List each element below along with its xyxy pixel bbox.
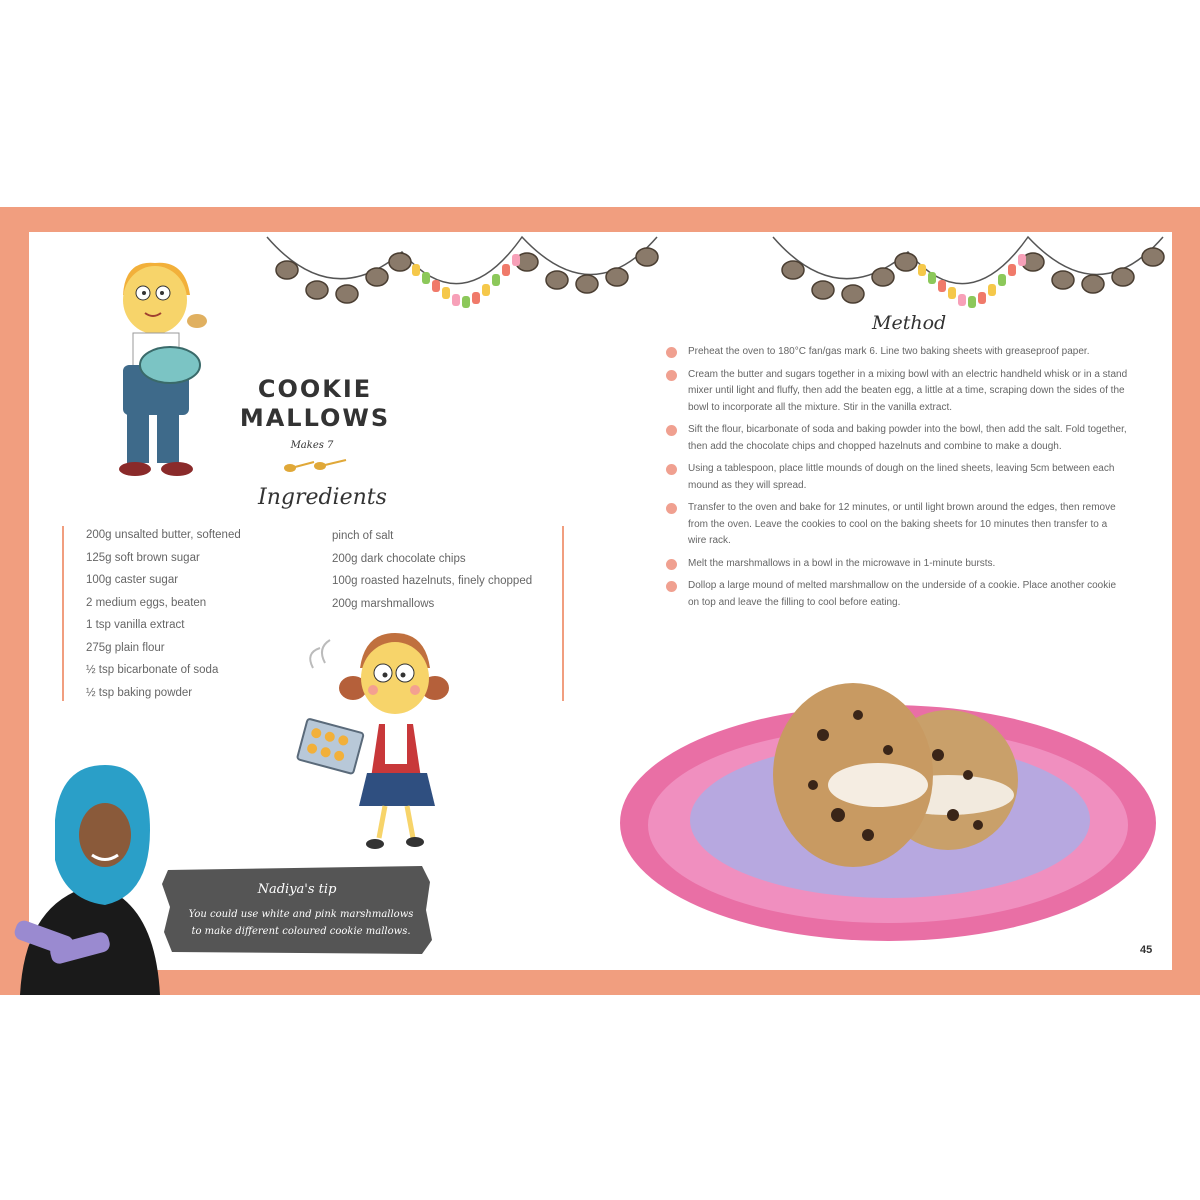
recipe-title-line-1: COOKIE bbox=[257, 375, 373, 403]
method-step bbox=[666, 500, 1128, 550]
bullet-icon bbox=[666, 370, 677, 381]
bullet-icon bbox=[666, 503, 677, 514]
tip-text: You could use white and pink marshmallows to make different coloured cookie mallows. bbox=[188, 909, 414, 937]
ingredient-item: ½ tsp bicarbonate of soda bbox=[86, 664, 219, 676]
tip-box bbox=[160, 862, 434, 957]
ingredient-item: pinch of salt bbox=[332, 530, 394, 542]
method-step bbox=[666, 344, 1128, 361]
garland-left bbox=[262, 232, 662, 327]
ingredient-item: 100g caster sugar bbox=[86, 574, 179, 586]
ingredient-item: 200g dark chocolate chips bbox=[332, 552, 466, 565]
ingredient-item: 125g soft brown sugar bbox=[86, 551, 200, 564]
ingredients-column-1 bbox=[86, 527, 241, 707]
ingredient-item: 1 tsp vanilla extract bbox=[86, 619, 185, 631]
plate-with-cookies-photo bbox=[618, 675, 1158, 945]
method-step bbox=[666, 578, 1128, 611]
girl-with-tray-illustration bbox=[295, 628, 445, 858]
method-step-text: Transfer to the oven and bake for 12 minutes, or until light brown around the edges, then remove from the oven. Leave the cookies to cool on the baking sheets for 10 minutes then transfer to a wire rack. bbox=[688, 502, 1116, 546]
method-step-text: Dollop a large mound of melted marshmallow on the underside of a cookie. Place another cookie on top and leave the filling to cool before eating. bbox=[688, 580, 1117, 608]
method-steps bbox=[666, 344, 1128, 617]
nadiya-portrait-photo bbox=[10, 760, 162, 995]
recipe-yield: Makes 7 bbox=[290, 440, 334, 451]
method-step-text: Sift the flour, bicarbonate of soda and baking powder into the bowl, then add the salt. Fold together, then add the chocolate chips and chopped hazelnuts and combine to make a dough. bbox=[688, 424, 1127, 452]
bullet-icon bbox=[666, 425, 677, 436]
method-step bbox=[666, 367, 1128, 417]
method-heading: Method bbox=[872, 312, 947, 334]
bullet-icon bbox=[666, 347, 677, 358]
method-step-text: Melt the marshmallows in a bowl in the microwave in 1-minute bursts. bbox=[688, 557, 996, 569]
garland-right bbox=[768, 232, 1168, 327]
ingredients-column-2 bbox=[332, 528, 532, 618]
ingredient-item: 200g unsalted butter, softened bbox=[86, 529, 241, 541]
method-step-text: Cream the butter and sugars together in a mixing bowl with an electric handheld whisk or in a stand mixer until light and fluffy, then add the beaten egg, a little at a time, scraping down the sides of the bowl to incorporate all the mixture. Stir in the vanilla extract. bbox=[688, 368, 1128, 413]
ingredient-item: ½ tsp baking powder bbox=[86, 686, 193, 699]
method-step bbox=[666, 556, 1128, 573]
ingredient-item: 2 medium eggs, beaten bbox=[86, 596, 207, 609]
tip-title: Nadiya's tip bbox=[257, 882, 337, 897]
bullet-icon bbox=[666, 581, 677, 592]
page-number: 45 bbox=[1140, 944, 1153, 956]
ingredients-heading: Ingredients bbox=[258, 485, 387, 510]
boy-with-bowl-illustration bbox=[105, 255, 220, 485]
bullet-icon bbox=[666, 559, 677, 570]
recipe-title bbox=[230, 375, 400, 433]
spoons-icon bbox=[282, 456, 350, 476]
method-step-text: Preheat the oven to 180°C fan/gas mark 6. Line two baking sheets with greaseproof paper. bbox=[688, 346, 1090, 357]
method-step-text: Using a tablespoon, place little mounds of dough on the lined sheets, leaving 5cm between each mound as they will spread. bbox=[688, 463, 1115, 491]
ingredient-item: 275g plain flour bbox=[86, 641, 165, 654]
bullet-icon bbox=[666, 464, 677, 475]
ingredient-item: 100g roasted hazelnuts, finely chopped bbox=[332, 575, 533, 587]
method-step bbox=[666, 422, 1128, 455]
recipe-title-line-2: MALLOWS bbox=[239, 404, 391, 432]
method-step bbox=[666, 461, 1128, 494]
ingredient-item: 200g marshmallows bbox=[332, 597, 435, 610]
